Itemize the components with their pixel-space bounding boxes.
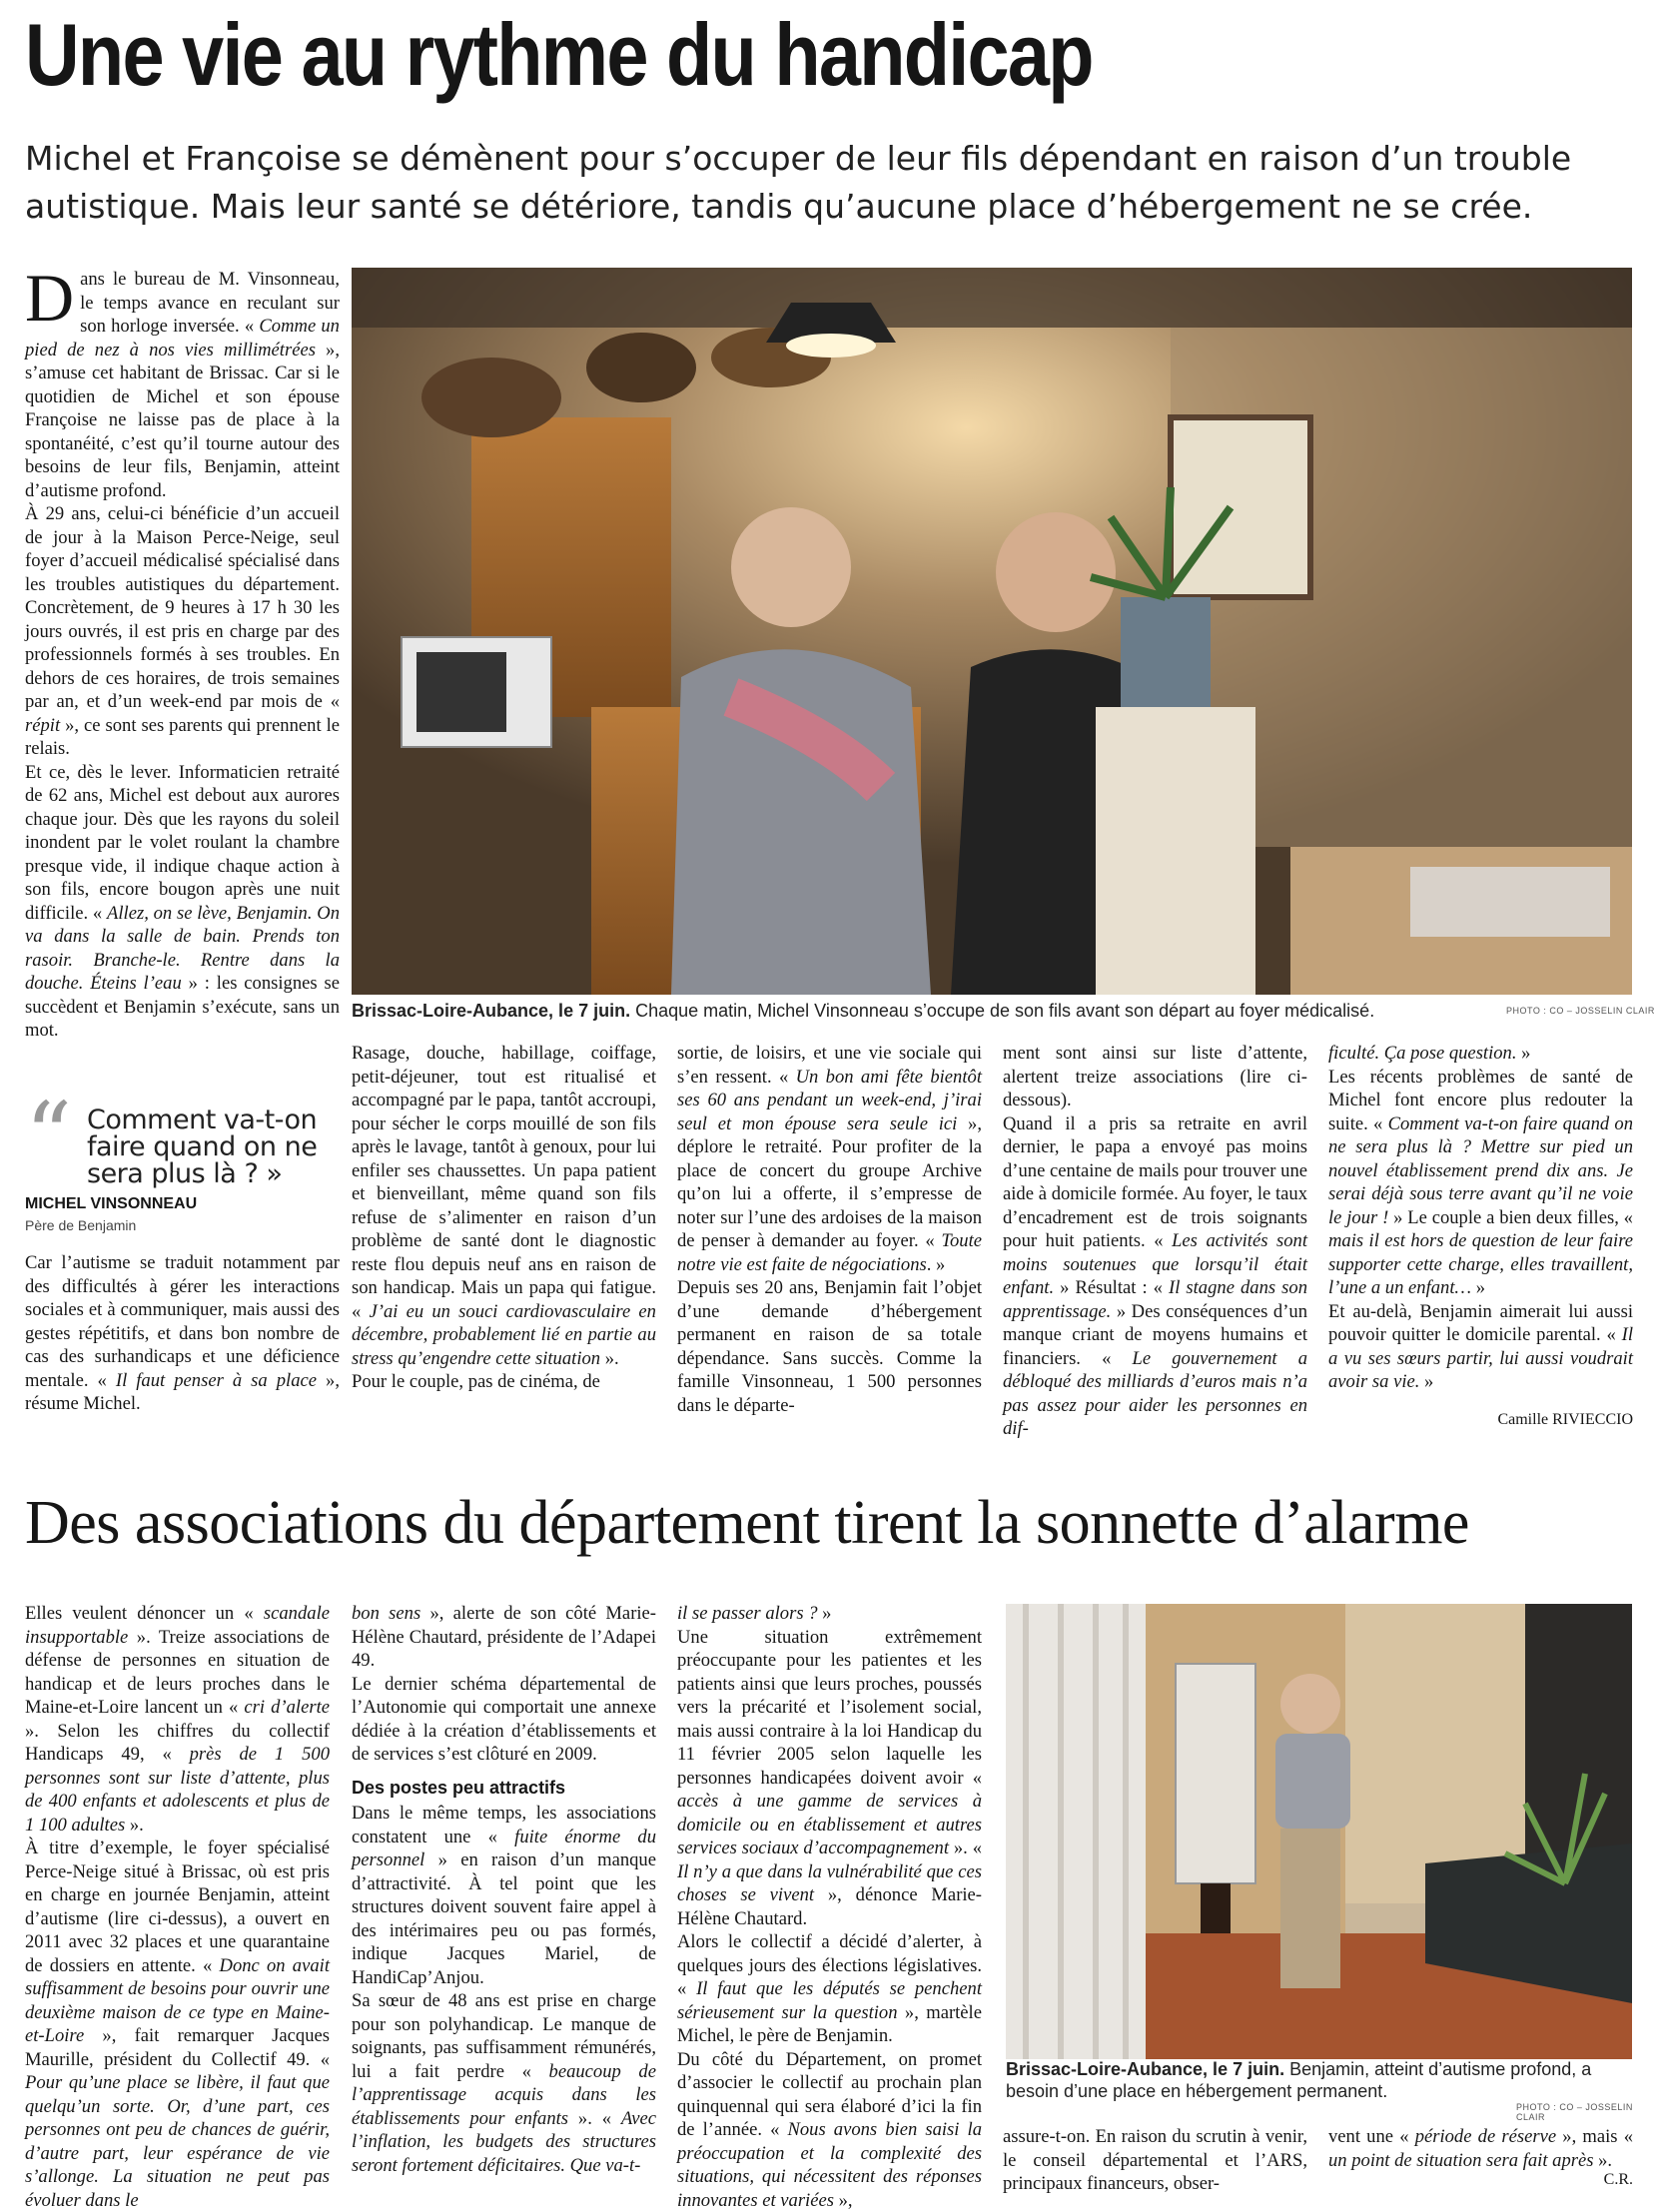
photo1-caption [352,1000,1500,1022]
photo1-credit: PHOTO : CO – JOSSELIN CLAIR [1506,1006,1655,1016]
quote-author: MICHEL VINSONNEAU [25,1195,198,1212]
article1-column-4: ment sont ainsi sur liste d’attente, alertent treize associations (lire ci-dessous). Quand il a pris sa retraite en avril dernier, le papa a envoyé pas moins d’une centaine de mails pour trouver une aide à domicile formée. Au foyer, le taux d’encadrement est de trois soignants pour huit patients. « Les activités sont moins soutenues que lorsqu’il était enfant. » Résultat : « Il stagne dans son apprentissage. » Des conséquences d’un manque criant de moyens humains et financiers. « Le gouvernement a débloqué des milliards d’euros mais n’a pas assez pour aider les personnes en dif- [1003,1043,1307,1439]
article1-column-5: ficulté. Ça pose question. » Les récents problèmes de santé de Michel font encore plus redouter la suite. « Comment va-t-on faire quand on ne sera plus là ? Mettre sur pied un nouvel établissement prend dix ans. Je serai déjà sous terre avant qu’il ne voie le jour ! » Le couple a bien deux filles, « mais il est hors de question de leur faire supporter cette charge, elles travaillent, l’une a un enfant… » Et au-delà, Benjamin aimerait lui aussi pouvoir quitter le domicile parental. « Il a vu ses sœurs partir, lui aussi voudrait avoir sa vie. » [1328,1043,1633,1392]
photo2-caption [1006,2058,1632,2102]
article2-byline: C.R. [1603,2171,1633,2188]
quote-text: Comment va-t-on faire quand on ne sera plus là ? » [87,1105,318,1189]
quote-mark-icon: “ [25,1083,73,1189]
secondary-headline: Des associations du département tirent la sonnette d’alarme [25,1489,1469,1557]
photo2-caption-text: Benjamin, atteint d’autisme profond, a besoin d’une place en hébergement permanent. [1006,2059,1592,2101]
dropcap: D [25,260,75,336]
article2-col2b-text: Dans le même temps, les associations constatent une « fuite énorme du personnel » en raison d’un manque d’attractivité. À tel point que les structures doivent souvent faire appel à des intérimaires peu ou pas formés, indique Jacques Mariel, de HandiCap’Anjou. Sa sœur de 48 ans est prise en charge pour son polyhandicap. Le manque de soignants, pas suffisamment rémunérés, lui a fait perdre « beaucoup de l’apprentissage acquis dans les établissements pour enfants ». « Avec l’inflation, les budgets des structures seront fortement déficitaires. Que va-t- [352,1803,657,2176]
photo-benjamin [1006,1604,1632,2059]
article1-col1-text: ans le bureau de M. Vinsonneau, le temps avance en reculant sur son horloge inversée. « Comme un pied de nez à nos vies millimétrées », s’amuse cet habitant de Brissac. Car si le quotidien de Michel et son épouse Françoise ne laisse pas de place à la spontanéité, c’est qu’il tourne autour des besoins de leur fils, Benjamin, atteint d’autisme profond. À 29 ans, celui-ci bénéficie d’un accueil de jour à la Maison Perce-Neige, seul foyer d’accueil médicalisé spécialisé dans les troubles autistiques du département. Concrètement, de 9 heures à 17 h 30 les jours ouvrés, il est pris en charge par des professionnels formés à ses troubles. En dehors de ces horaires, de trois semaines par an, et d’un week-end par mois de « répit », ce sont ses parents qui prennent le relais. Et ce, dès le lever. Informaticien retraité de 62 ans, Michel est debout aux aurores chaque jour. Dès que les rayons du soleil inondent par le volet roulant la chambre presque vide, il indique chaque action à son fils, encore bougon après une nuit difficile. « Allez, on se lève, Benjamin. On va dans la salle de bain. Prends ton rasoir. Branche-le. Rentre dans la douche. Éteins l’eau » : les consignes se succèdent et Benjamin s’exécute, sans un mot. [25,269,340,1041]
article2-col2-text: bon sens », alerte de son côté Marie-Hélène Chautard, présidente de l’Adapei 49. Le dernier schéma départemental de l’Autonomie qui comportait une annexe dédiée à la création d’établissements et de services s’est clôturé en 2009. [352,1603,656,1765]
article2-column-5: vent une « période de réserve », mais « un point de situation sera fait après ». [1328,2126,1633,2171]
kitchen-photo-illustration [352,268,1632,995]
article1-column-2: Rasage, douche, habillage, coiffage, petit-déjeuner, tout est ritualisé et accompagné par le papa, tantôt accroupi, pour sécher le corps mouillé de son fils après le lavage, tantôt à genoux, pour lui enfiler ses chaussettes. Un papa patient et bienveillant, même quand son fils refuse de s’alimenter en raison d’un problème de santé dont le diagnostic reste flou depuis neuf ans en raison de son handicap. Mais un papa qui fatigue. « J’ai eu un souci cardiovasculaire en décembre, probablement lié en partie au stress qu’engendre cette situation ». Pour le couple, pas de cinéma, de [352,1043,656,1392]
article1-column-1 [25,260,340,1043]
article2-column-1: Elles veulent dénoncer un « scandale insupportable ». Treize associations de défense de personnes en situation de handicap et de leurs proches dans le Maine-et-Loire lancent un « cri d’alerte ». Selon les chiffres du collectif Handicaps 49, « près de 1 500 personnes sont sur liste d’attente, plus de 400 enfants et adolescents et plus de 1 100 adultes ». À titre d’exemple, le foyer spécialisé Perce-Neige situé à Brissac, où est pris en charge en journée Benjamin, atteint d’autisme (lire ci-dessus), a ouvert en 2011 avec 32 places et une quarantaine de dossiers en attente. « Donc on avait suffisamment de besoins pour ouvrir une deuxième maison de ce type en Maine-et-Loire », fait remarquer Jacques Maurille, président du Collectif 49. « Pour qu’une place se libère, il faut que quelqu’un sorte. Or, d’une part, ces personnes ont peu de chances de guérir, d’autre part, leur espérance de vie s’allonge. La situation ne peut pas évoluer dans le [25,1603,330,2211]
photo1-caption-place: Brissac-Loire-Aubance, le 7 juin. [352,1001,631,1021]
article1-byline: Camille RIVIECCIO [1497,1411,1633,1428]
main-headline: Une vie au rythme du handicap [25,5,1093,104]
standfirst: Michel et Françoise se démènent pour s’occuper de leur fils dépendant en raison d’un trouble autistique. Mais leur santé se détériore, tandis qu’aucune place d’hébergement ne se crée. [25,139,1572,226]
photo2-caption-place: Brissac-Loire-Aubance, le 7 juin. [1006,2059,1285,2079]
article2-subhead: Des postes peu attractifs [352,1777,566,1798]
article2-column-2 [352,1602,656,2177]
article2-column-3: il se passer alors ? » Une situation extrêmement préoccupante pour les patientes et les patients ainsi que leurs proches, poussés vers la précarité et l’isolement social, mais aussi contraire à la loi Handicap du 11 février 2005 selon laquelle les personnes handicapées doivent avoir « accès à une gamme de services à domicile ou en établissement et autres services sociaux d’accompagnement ». « Il n’y a que dans la vulnérabilité que ces choses se vivent », dénonce Marie-Hélène Chautard. Alors le collectif a décidé d’alerter, à quelques jours des élections législatives. « Il faut que les députés se penchent sérieusement sur la question », martèle Michel, le père de Benjamin. Du côté du Département, on promet d’associer le collectif au prochain plan quinquennal qui sera élaboré d’ici la fin de l’année. « Nous avons bien saisi la préoccupation et la complexité des situations, qui nécessitent des réponses innovantes et variées », [677,1603,982,2211]
benjamin-photo-illustration [1006,1604,1632,2059]
article1-column-1b: Car l’autisme se traduit notamment par des difficultés à gérer les interactions sociales et à communiquer, mais aussi des gestes répétitifs, et dans bon nombre de cas des surhandicaps et une déficience mentale. « Il faut penser à sa place », résume Michel. [25,1252,340,1414]
photo-kitchen [352,268,1632,995]
photo1-caption-text: Chaque matin, Michel Vinsonneau s’occupe de son fils avant son départ au foyer médicalisé. [630,1001,1375,1021]
photo2-credit: PHOTO : CO – JOSSELIN CLAIR [1516,2102,1633,2122]
article2-column-4: assure-t-on. En raison du scrutin à venir, le conseil départemental et l’ARS, principaux financeurs, obser- [1003,2126,1307,2194]
quote-role: Père de Benjamin [25,1217,137,1233]
pull-quote [25,1083,340,1233]
article1-column-3: sortie, de loisirs, et une vie sociale qui s’en ressent. « Un bon ami fête bientôt ses 60 ans pendant un week-end, j’irai seul et mon épouse sera seule ici », déplore le retraité. Pour profiter de la place de concert du groupe Archive qu’on lui a offerte, il s’empresse de noter sur l’une des ardoises de la maison de penser à demander au foyer. « Toute notre vie est faite de négociations. » Depuis ses 20 ans, Benjamin fait l’objet d’une demande d’hébergement permanent en raison de sa totale dépendance. Sans succès. Comme la famille Vinsonneau, 1 500 personnes dans le départe- [677,1043,983,1416]
